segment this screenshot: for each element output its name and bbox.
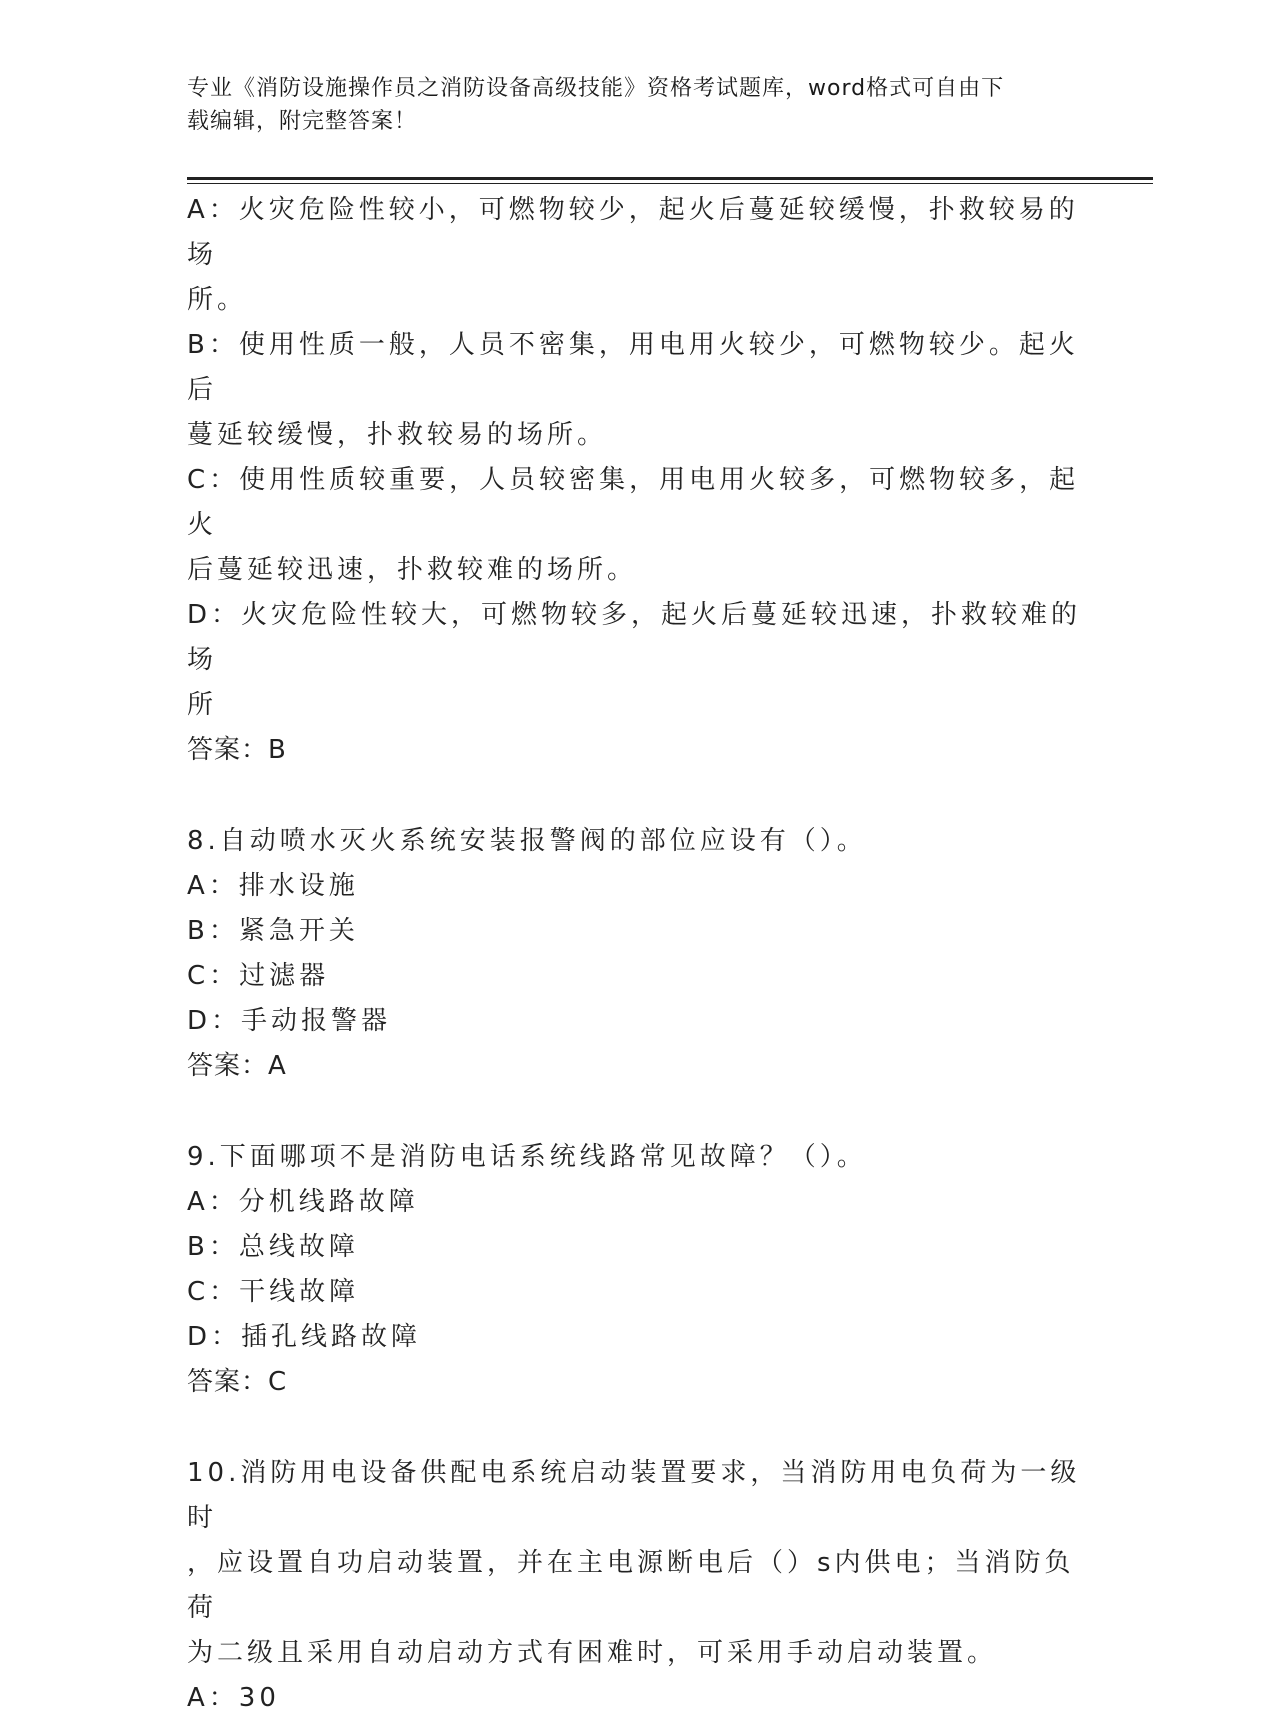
header-rule-thin [187,183,1153,184]
q9-option-d: D：插孔线路故障 [187,1322,422,1352]
q8-answer: 答案：A [187,1051,287,1081]
q9-option-a: A：分机线路故障 [187,1187,419,1217]
spacer [187,1405,1087,1451]
question-9-block [187,1135,1087,1405]
q7-option-d-line-1: D：火灾危险性较大，可燃物较多，起火后蔓延较迅速，扑救较难的场 [187,600,1082,675]
q10-stem-line-3: 为二级且采用自动启动方式有困难时，可采用手动启动装置。 [187,1638,998,1668]
q8-stem: 8.自动喷水灭火系统安装报警阀的部位应设有（）。 [187,826,867,856]
spacer [187,1089,1087,1135]
q7-option-a-line-1: A：火灾危险性较小，可燃物较少，起火后蔓延较缓慢，扑救较易的场 [187,195,1079,270]
q9-option-b: B：总线故障 [187,1232,359,1262]
document-header [187,72,1087,138]
header-rule-thick [187,177,1153,180]
q9-answer: 答案：C [187,1367,288,1397]
q10-option-a: A：30 [187,1683,280,1713]
question-7-block [187,188,1087,773]
header-line-1: 专业《消防设施操作员之消防设备高级技能》资格考试题库，word格式可自由下 [187,76,1005,101]
question-10-block [187,1451,1087,1721]
q8-option-d: D：手动报警器 [187,1006,392,1036]
question-8-block [187,819,1087,1089]
q7-option-d-line-2: 所 [187,690,218,720]
q9-option-c: C：干线故障 [187,1277,360,1307]
q7-option-a-line-2: 所。 [187,285,248,315]
q8-option-b: B：紧急开关 [187,916,359,946]
q8-option-a: A：排水设施 [187,871,359,901]
q10-stem-line-1: 10.消防用电设备供配电系统启动装置要求，当消防用电负荷为一级时 [187,1458,1081,1533]
header-line-2: 载编辑，附完整答案！ [187,109,418,134]
q8-option-c: C：过滤器 [187,961,330,991]
q7-option-c-line-2: 后蔓延较迅速，扑救较难的场所。 [187,555,638,585]
q7-option-b-line-2: 蔓延较缓慢，扑救较易的场所。 [187,420,608,450]
spacer [187,773,1087,819]
q7-answer: 答案：B [187,735,287,765]
q10-stem-line-2: ，应设置自功启动装置，并在主电源断电后（）s内供电；当消防负荷 [187,1548,1075,1623]
question-content [187,188,1087,1721]
q7-option-b-line-1: B：使用性质一般，人员不密集，用电用火较少，可燃物较少。起火后 [187,330,1079,405]
q7-option-c-line-1: C：使用性质较重要，人员较密集，用电用火较多，可燃物较多，起火 [187,465,1080,540]
q9-stem: 9.下面哪项不是消防电话系统线路常见故障？（）。 [187,1142,867,1172]
